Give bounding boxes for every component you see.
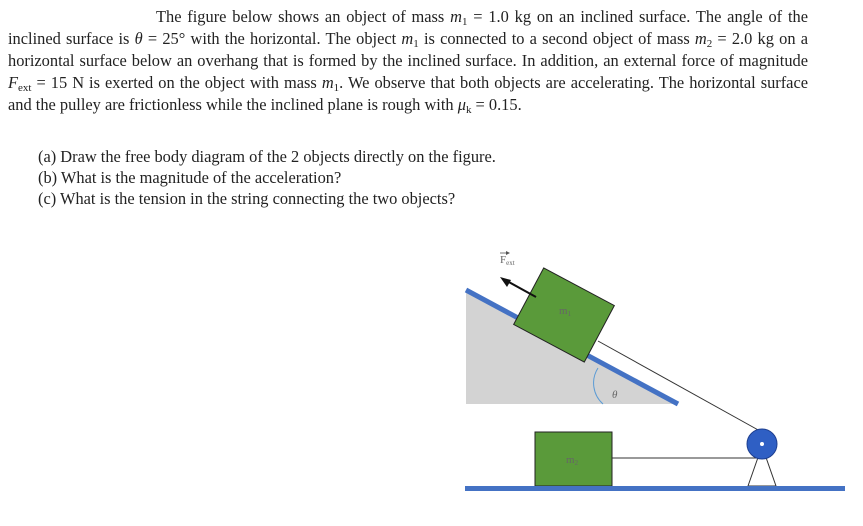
question-c: (c) What is the tension in the string connecting the two objects? (38, 189, 456, 208)
fext-label: Fext (500, 254, 515, 267)
floor (465, 486, 845, 491)
question-a: (a) Draw the free body diagram of the 2 objects directly on the figure. (38, 147, 496, 166)
theta-label: θ (612, 389, 618, 401)
m1-label: m1 (559, 305, 572, 318)
problem-paragraph: The figure below shows an object of mass $m_1 = 1.0$ kg on an inclined surface. The angle of the inclined surface is θ = 25° with the horizontal. The object $m_1$ is connected to a second object of mass $m_2 = 2.0$ kg on a horizontal surface below an overhang that is formed by the inclined surface. In addition, an external force of magnitude $F_{ext} = 15$ N is exerted on the object with mass $m_1$. We observe that both objects are accelerating. The horizontal surface and the pulley are frictionless while the inclined plane is rough with $\mu_k = 0.15$. (8, 7, 809, 116)
pulley-axle (760, 442, 764, 446)
fext-vector-tip (506, 251, 510, 255)
question-b: (b) What is the magnitude of the acceleration? (38, 168, 342, 187)
fext-arrowhead (500, 277, 511, 287)
fext-arrow-line (507, 281, 536, 297)
m2-label: m2 (566, 454, 579, 467)
